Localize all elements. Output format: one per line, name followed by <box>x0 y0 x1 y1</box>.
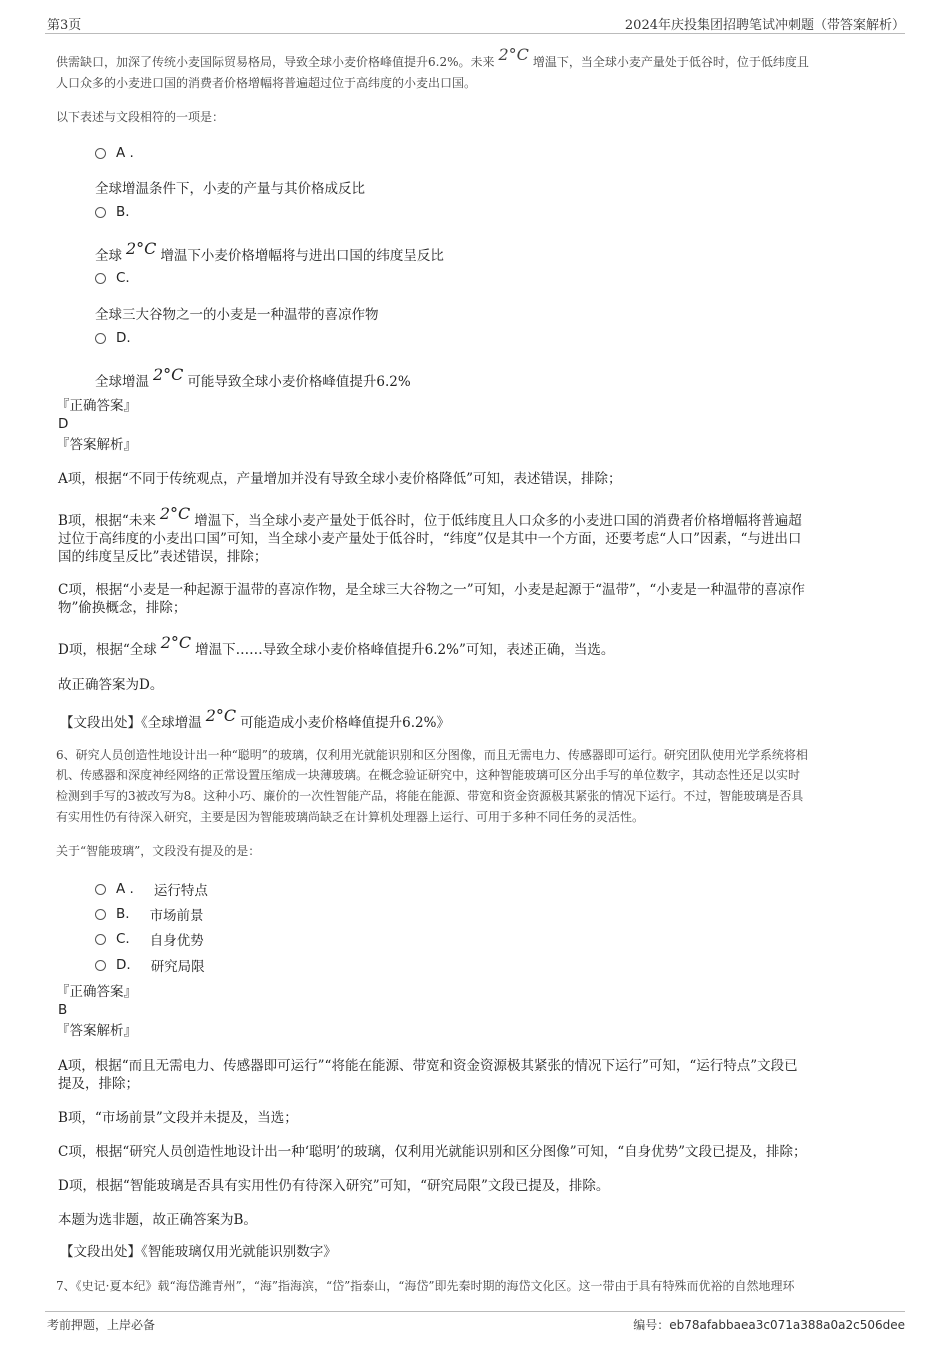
option-letter: B. <box>116 906 130 922</box>
q5-analysis-d1: D项，根据“全球 <box>58 642 157 658</box>
q5-option-d-text-b: 可能导致全球小麦价格峰值提升6.2% <box>187 374 411 390</box>
option-letter: D. <box>116 330 131 346</box>
q6-analysis-c: C项，根据“研究人员创造性地设计出一种‘聪明’的玻璃，仅利用光就能识别和区分图像”可知，“自身优势”文段已提及，排除； <box>58 1144 807 1160</box>
radio-button[interactable] <box>95 273 106 284</box>
option-letter: A . <box>116 881 134 897</box>
q6-option-d[interactable] <box>95 955 205 975</box>
radio-button[interactable] <box>95 884 106 895</box>
radio-button[interactable] <box>95 207 106 218</box>
option-letter: C. <box>116 270 130 286</box>
q5-analysis-b-line3: 国的纬度呈反比”表述错误，排除； <box>58 549 268 565</box>
q5-analysis-c-line2: 物”偷换概念，排除； <box>58 600 187 616</box>
q5-analysis-b1: B项，根据“未来 <box>58 513 156 529</box>
option-text: 研究局限 <box>150 959 205 975</box>
q6-answer-label: 『正确答案』 <box>56 984 137 1000</box>
formula-2c: 2°C <box>498 45 529 64</box>
q6-analysis-a-line1: A项，根据“而且无需电力、传感器即可运行”“将能在能源、带宽和资金资源极其紧张的情况下运行”可知，“运行特点”文段已 <box>58 1058 798 1074</box>
q5-option-a[interactable] <box>95 145 134 161</box>
option-letter: D. <box>116 957 131 973</box>
option-text: 运行特点 <box>153 883 208 899</box>
option-letter: C. <box>116 931 130 947</box>
q5-analysis-d <box>58 633 615 659</box>
q5-source-a: 【文段出处】《全球增温 <box>60 715 202 731</box>
q5-answer: D <box>58 416 69 432</box>
q5-analysis-a: A项，根据“不同于传统观点，产量增加并没有导致全球小麦价格降低”可知，表述错误，排除； <box>58 471 622 487</box>
q5-passage-b: 增温下，当全球小麦产量处于低谷时，位于低纬度且 <box>532 55 809 69</box>
radio-button[interactable] <box>95 909 106 920</box>
page-number: 第3页 <box>47 18 82 33</box>
q5-option-b[interactable] <box>95 204 130 220</box>
q5-option-a-text: 全球增温条件下，小麦的产量与其价格成反比 <box>95 181 365 197</box>
q5-analysis-b2: 增温下，当全球小麦产量处于低谷时，位于低纬度且人口众多的小麦进口国的消费者价格增幅将普遍超 <box>194 513 802 529</box>
q6-answer: B <box>58 1002 68 1018</box>
q5-prompt: 以下表述与文段相符的一项是： <box>56 110 225 124</box>
option-text: 市场前景 <box>149 908 204 924</box>
q6-prompt: 关于“智能玻璃”，文段没有提及的是： <box>56 844 261 858</box>
q6-conclusion: 本题为选非题，故正确答案为B。 <box>58 1212 257 1228</box>
q6-passage-line1: 6、研究人员创造性地设计出一种“聪明”的玻璃，仅利用光就能识别和区分图像，而且无需电力、传感器即可运行。研究团队使用光学系统将相 <box>56 748 808 762</box>
q5-option-d[interactable] <box>95 330 131 346</box>
q5-analysis-b-line2: 过位于高纬度的小麦出口国”可知，当全球小麦产量处于低谷时，“纬度”仅是其中一个方面，还要考虑“人口”因素，“与进出口 <box>58 531 802 547</box>
footer-divider <box>45 1311 905 1312</box>
radio-button[interactable] <box>95 333 106 344</box>
radio-button[interactable] <box>95 960 106 971</box>
q5-source-b: 可能造成小麦价格峰值提升6.2%》 <box>240 715 450 731</box>
q5-conclusion: 故正确答案为D。 <box>58 677 164 693</box>
q5-source <box>60 706 450 732</box>
q5-option-c-text: 全球三大谷物之一的小麦是一种温带的喜凉作物 <box>95 307 379 323</box>
q6-passage-line4: 有实用性仍有待深入研究，主要是因为智能玻璃尚缺乏在计算机处理器上运行、可用于多种不同任务的灵活性。 <box>56 810 645 824</box>
q5-passage-a: 供需缺口，加深了传统小麦国际贸易格局，导致全球小麦价格峰值提升6.2%。未来 <box>56 55 495 69</box>
formula-2c: 2°C <box>153 365 184 384</box>
q5-passage-line1 <box>56 45 809 71</box>
option-letter: B. <box>116 204 130 220</box>
q6-analysis-a-line2: 提及，排除； <box>58 1076 139 1092</box>
q5-analysis-label: 『答案解析』 <box>56 437 137 453</box>
formula-2c: 2°C <box>205 706 237 725</box>
q5-option-c[interactable] <box>95 270 130 286</box>
q6-analysis-b: B项，“市场前景”文段并未提及，当选； <box>58 1110 298 1126</box>
q5-analysis-d2: 增温下……导致全球小麦价格峰值提升6.2%”可知，表述正确，当选。 <box>195 642 615 658</box>
q5-option-b-text-a: 全球 <box>95 248 122 264</box>
q6-option-b[interactable] <box>95 904 204 924</box>
document-code: 编号：eb78afabbaea3c071a388a0a2c506dee <box>633 1318 905 1332</box>
q5-answer-label: 『正确答案』 <box>56 398 137 414</box>
q5-option-b-text-b: 增温下小麦价格增幅将与进出口国的纬度呈反比 <box>160 248 444 264</box>
option-text: 自身优势 <box>149 933 204 949</box>
q6-analysis-d: D项，根据“智能玻璃是否具有实用性仍有待深入研究”可知，“研究局限”文段已提及，排除。 <box>58 1178 610 1194</box>
option-letter: A . <box>116 145 134 161</box>
radio-button[interactable] <box>95 148 106 159</box>
formula-2c: 2°C <box>160 633 192 652</box>
q5-analysis-c-line1: C项，根据“小麦是一种起源于温带的喜凉作物，是全球三大谷物之一”可知，小麦是起源于“温带”，“小麦是一种温带的喜凉作 <box>58 582 805 598</box>
formula-2c: 2°C <box>159 504 191 523</box>
q5-option-d-text <box>95 365 411 391</box>
q5-analysis-b-line1 <box>58 504 802 530</box>
q7-passage-line1: 7、《史记·夏本纪》载“海岱潍青州”，“海”指海滨，“岱”指泰山，“海岱”即先秦时期的海岱文化区。这一带由于具有特殊而优裕的自然地理环 <box>56 1279 795 1293</box>
page-header <box>0 0 950 34</box>
q6-passage-line3: 检测到手写的3被改写为8。这种小巧、廉价的一次性智能产品，将能在能源、带宽和资金资源极其紧张的情况下运行。不过，智能玻璃是否具 <box>56 789 804 803</box>
q5-option-b-text <box>95 239 444 265</box>
formula-2c: 2°C <box>126 239 157 258</box>
q6-passage-line2: 机、传感器和深度神经网络的正常设置压缩成一块薄玻璃。在概念验证研究中，这种智能玻璃可区分出手写的单位数字，其动态性还足以实时 <box>56 768 801 782</box>
header-divider <box>45 33 905 34</box>
q6-option-a[interactable] <box>95 879 208 899</box>
q6-analysis-label: 『答案解析』 <box>56 1023 137 1039</box>
footer-slogan: 考前押题，上岸必备 <box>47 1318 156 1332</box>
radio-button[interactable] <box>95 934 106 945</box>
q6-source: 【文段出处】《智能玻璃仅用光就能识别数字》 <box>60 1244 337 1260</box>
q5-option-d-text-a: 全球增温 <box>95 374 149 390</box>
q6-option-c[interactable] <box>95 929 204 949</box>
q5-passage-line2: 人口众多的小麦进口国的消费者价格增幅将普遍超过位于高纬度的小麦出口国。 <box>56 76 477 90</box>
document-title: 2024年庆投集团招聘笔试冲刺题（带答案解析） <box>624 18 905 33</box>
